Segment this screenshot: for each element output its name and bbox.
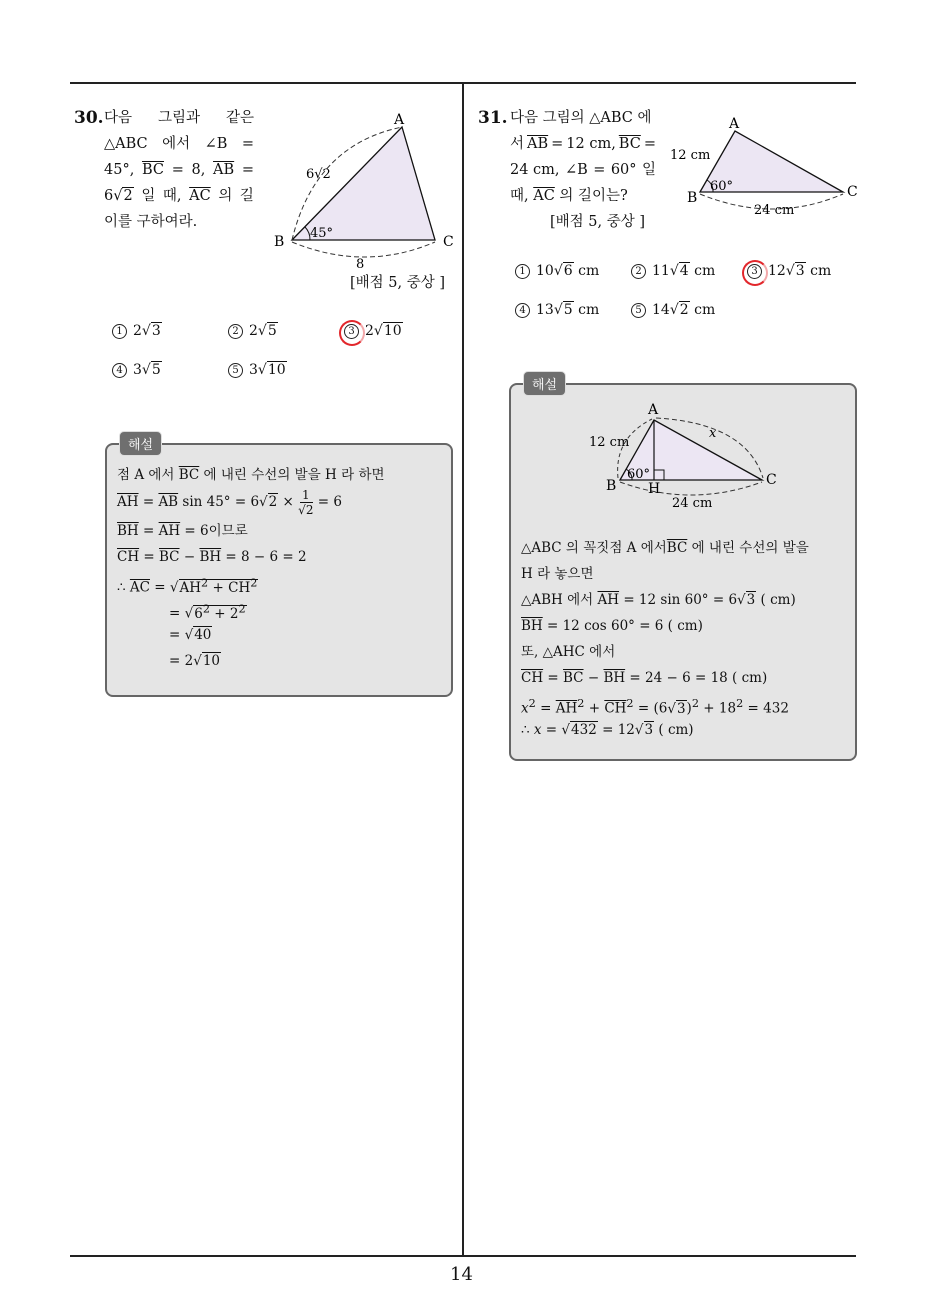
q31-line-2: 서 $\overline{AB}$ = 12 cm, $\overline{BC}$ =: [510, 136, 656, 152]
column-divider: [462, 82, 464, 1256]
q31-text: [510, 105, 656, 209]
q30-triangle: [292, 127, 435, 240]
q31-line-1: 다음 그림의 △ABC 에: [510, 110, 652, 126]
q30-option-4[interactable]: 4 3√5: [112, 362, 162, 378]
q30-label-c: C: [443, 234, 454, 250]
q31-sol-label-b: B: [606, 478, 617, 494]
q31-sol-line-7: $x^2 = \overline{AH}^2 + \overline{CH}^2 = (6√3)^2 + 18^2 = 432$: [521, 697, 789, 717]
q31-solution-text: [521, 535, 809, 743]
q30-line-5: 이를 구하여라.: [104, 214, 198, 230]
q30-solution-text: [117, 462, 385, 674]
q30-label-bc: 8: [356, 257, 365, 272]
q31-sol-label-h: H: [648, 481, 661, 497]
q30-option-3[interactable]: 3 2√10: [344, 323, 403, 339]
bottom-rule: [70, 1255, 856, 1257]
q30-sol-line-6: = $√6^2 + 2^2$: [169, 602, 246, 622]
page-number: 14: [450, 1264, 473, 1285]
q30-label-angle: 45°: [310, 226, 334, 241]
q30-option-1[interactable]: 1 2√3: [112, 323, 162, 339]
q30-sol-line-4: $\overline{CH} = \overline{BC} - \overline{BH} = 8 - 6 = 2$: [117, 549, 307, 565]
q31-sol-line-3: △ABH 에서 $\overline{AH} = 12$ sin 60° = 6√3 ( cm): [521, 592, 796, 608]
q30-arc-bc: [292, 242, 435, 257]
q31-label-a: A: [729, 116, 740, 132]
q31-option-4[interactable]: 4 13√5 cm: [515, 302, 599, 318]
q31-solution-figure: [586, 398, 786, 513]
q31-sol-arc-bc: [620, 482, 762, 495]
q31-label-ab: 12 cm: [670, 148, 711, 163]
q30-sol-line-2: $\overline{AH} = \overline{AB}$ sin 45° = 6√2 × $\frac{1}{√2}$ = 6: [117, 488, 342, 517]
q31-score: [배점 5, 중상 ]: [550, 214, 646, 230]
q30-sol-line-8: = 2√10: [169, 653, 220, 669]
q31-sol-label-angle: 60°: [627, 467, 651, 482]
q30-number: 30.: [74, 108, 104, 128]
q31-sol-line-5: 또, △AHC 에서: [521, 644, 616, 660]
q30-label-b: B: [274, 234, 285, 250]
q31-label-c: C: [847, 184, 858, 200]
q31-line-3: 24 cm, ∠B = 60° 일: [510, 162, 656, 178]
q31-figure: [668, 112, 868, 222]
q30-score: [배점 5, 중상 ]: [350, 275, 446, 291]
q31-solution-tag: 해설: [523, 371, 566, 396]
q31-sol-line-2: H 라 놓으면: [521, 566, 594, 582]
q31-sol-label-a: A: [648, 402, 659, 418]
q31-label-angle: 60°: [710, 179, 734, 194]
q30-line-4: 6√2 일 때, $\overline{AC}$ 의 길: [104, 188, 254, 204]
q30-line-3: 45°, $\overline{BC}$ = 8, $\overline{AB}$ =: [104, 162, 254, 178]
q31-sol-label-bc: 24 cm: [672, 496, 713, 511]
q31-sol-line-6: $\overline{CH} = \overline{BC} - \overline{BH} = 24 - 6 = 18$ ( cm): [521, 670, 768, 686]
q30-line-2: △ABC 에서 ∠B =: [104, 136, 254, 152]
q30-label-ab: 6√2: [306, 167, 331, 182]
q30-option-5[interactable]: 5 3√10: [228, 362, 287, 378]
q30-label-a: A: [394, 112, 405, 128]
q31-option-3[interactable]: 3 12√3 cm: [747, 263, 831, 279]
q31-option-5[interactable]: 5 14√2 cm: [631, 302, 715, 318]
q30-option-2[interactable]: 2 2√5: [228, 323, 278, 339]
q31-label-b: B: [687, 190, 698, 206]
q30-sol-line-5: ∴ $\overline{AC} = √AH^2 + \overline{CH}^2$: [117, 576, 258, 596]
q30-figure: [270, 110, 460, 280]
q31-option-1[interactable]: 1 10√6 cm: [515, 263, 599, 279]
q31-sol-label-c: C: [766, 472, 777, 488]
q30-sol-line-1: 점 A 에서 $\overline{BC}$ 에 내린 수선의 발을 H 라 하면: [117, 467, 385, 483]
q31-sol-label-x: x: [709, 426, 717, 441]
q31-sol-line-1: △ABC 의 꼭짓점 A 에서$\overline{BC}$ 에 내린 수선의 발을: [521, 540, 809, 556]
q31-number: 31.: [478, 108, 508, 128]
q30-solution-tag: 해설: [119, 431, 162, 456]
q31-sol-label-ab: 12 cm: [589, 435, 630, 450]
q30-line-1: 다음 그림과 같은: [104, 110, 254, 126]
q31-sol-line-8: ∴ x = √432 = 12√3 ( cm): [521, 722, 694, 738]
q31-option-2[interactable]: 2 11√4 cm: [631, 263, 715, 279]
q31-sol-line-4: $\overline{BH} = 12$ cos 60° = 6 ( cm): [521, 618, 703, 634]
q30-sol-line-3: $\overline{BH} = \overline{AH} = 6$이므로: [117, 523, 248, 539]
q31-label-bc: 24 cm: [754, 203, 795, 218]
q31-line-4: 때, $\overline{AC}$ 의 길이는?: [510, 188, 628, 204]
q30-sol-line-7: = √40: [169, 627, 212, 643]
q30-text: [104, 105, 254, 235]
